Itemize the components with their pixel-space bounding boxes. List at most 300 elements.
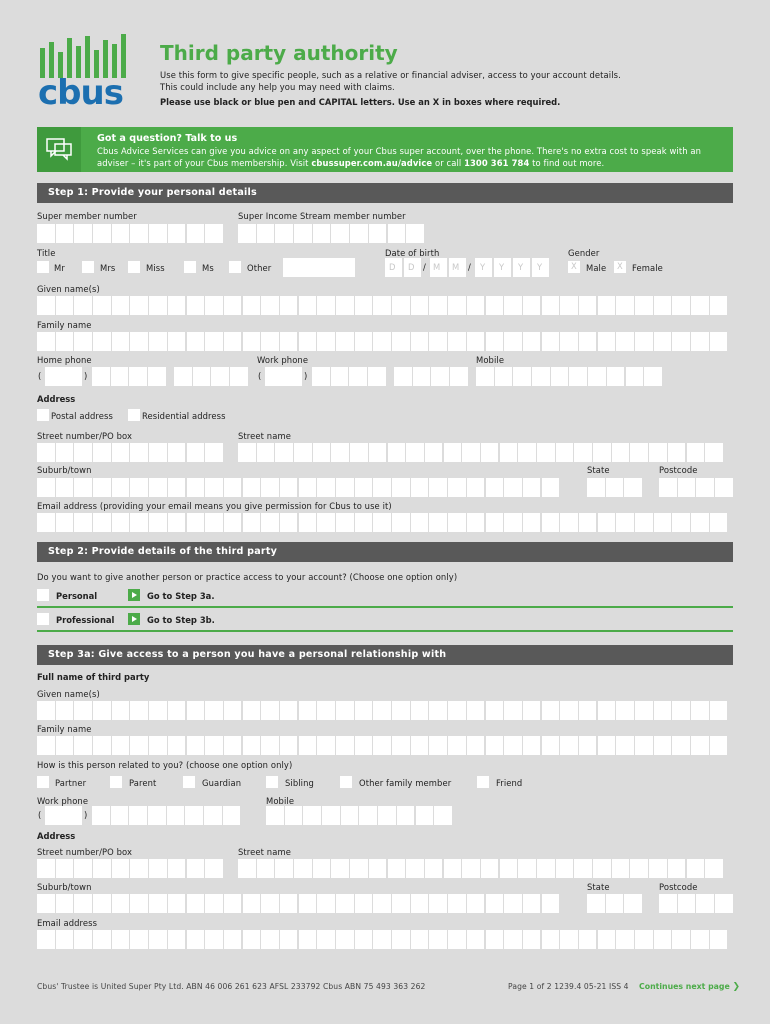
- char-box[interactable]: [411, 478, 429, 497]
- char-box[interactable]: [168, 296, 186, 315]
- char-box[interactable]: [336, 296, 354, 315]
- char-box[interactable]: [635, 332, 653, 351]
- char-box[interactable]: [224, 332, 242, 351]
- char-box[interactable]: [523, 894, 541, 913]
- char-box[interactable]: [429, 513, 447, 532]
- char-box[interactable]: [560, 930, 578, 949]
- char-box[interactable]: [168, 332, 186, 351]
- char-box[interactable]: [149, 701, 167, 720]
- char-box[interactable]: [691, 513, 709, 532]
- char-box[interactable]: [644, 367, 662, 386]
- char-box[interactable]: [299, 478, 317, 497]
- char-box[interactable]: [243, 930, 261, 949]
- char-box[interactable]: [112, 443, 130, 462]
- advice-link[interactable]: cbussuper.com.au/advice: [311, 158, 433, 168]
- title-miss-checkbox[interactable]: [128, 261, 140, 273]
- char-box[interactable]: [205, 894, 223, 913]
- char-box[interactable]: [280, 736, 298, 755]
- char-box[interactable]: [168, 736, 186, 755]
- char-box[interactable]: [130, 894, 148, 913]
- char-box[interactable]: [93, 478, 111, 497]
- char-box[interactable]: [130, 859, 148, 878]
- char-box[interactable]: [168, 859, 186, 878]
- char-box[interactable]: [411, 930, 429, 949]
- title-mrs-checkbox[interactable]: [82, 261, 94, 273]
- char-box[interactable]: [355, 736, 373, 755]
- tp-family-name-field[interactable]: [37, 736, 728, 755]
- char-box[interactable]: [280, 478, 298, 497]
- char-box[interactable]: [579, 513, 597, 532]
- char-box[interactable]: [205, 736, 223, 755]
- char-box[interactable]: [168, 701, 186, 720]
- char-box[interactable]: [74, 478, 92, 497]
- char-box[interactable]: [574, 859, 592, 878]
- char-box[interactable]: [523, 478, 541, 497]
- char-box[interactable]: [261, 894, 279, 913]
- char-box[interactable]: [678, 478, 696, 497]
- char-box[interactable]: [612, 443, 630, 462]
- char-box[interactable]: [624, 478, 642, 497]
- char-box[interactable]: [373, 701, 391, 720]
- char-box[interactable]: [672, 736, 690, 755]
- char-box[interactable]: [275, 443, 293, 462]
- char-box[interactable]: [205, 930, 223, 949]
- tp-mobile-field[interactable]: [266, 806, 453, 825]
- char-box[interactable]: [74, 894, 92, 913]
- personal-checkbox[interactable]: [37, 589, 49, 601]
- char-box[interactable]: [537, 443, 555, 462]
- char-box[interactable]: [710, 930, 728, 949]
- char-box[interactable]: [630, 443, 648, 462]
- char-box[interactable]: [504, 296, 522, 315]
- char-box[interactable]: [587, 478, 605, 497]
- char-box[interactable]: [598, 296, 616, 315]
- char-box[interactable]: [149, 478, 167, 497]
- char-box[interactable]: [130, 443, 148, 462]
- char-box[interactable]: [696, 894, 714, 913]
- char-box[interactable]: [257, 859, 275, 878]
- char-box[interactable]: [462, 443, 480, 462]
- char-box[interactable]: [74, 736, 92, 755]
- char-box[interactable]: [130, 736, 148, 755]
- char-box[interactable]: [93, 930, 111, 949]
- char-box[interactable]: [280, 894, 298, 913]
- char-box[interactable]: [486, 894, 504, 913]
- char-box[interactable]: [481, 443, 499, 462]
- char-box[interactable]: [598, 332, 616, 351]
- char-box[interactable]: [130, 701, 148, 720]
- char-box[interactable]: [373, 296, 391, 315]
- char-box[interactable]: [560, 513, 578, 532]
- char-box[interactable]: [224, 701, 242, 720]
- char-box[interactable]: [261, 513, 279, 532]
- char-box[interactable]: [518, 859, 536, 878]
- char-box[interactable]: [149, 894, 167, 913]
- char-box[interactable]: [350, 859, 368, 878]
- advice-phone[interactable]: 1300 361 784: [464, 158, 530, 168]
- char-box[interactable]: [678, 894, 696, 913]
- char-box[interactable]: [588, 367, 606, 386]
- gender-male-checkbox[interactable]: X: [568, 261, 580, 273]
- char-box[interactable]: [579, 930, 597, 949]
- char-box[interactable]: [467, 478, 485, 497]
- char-box[interactable]: [336, 513, 354, 532]
- char-box[interactable]: [331, 859, 349, 878]
- char-box[interactable]: [185, 806, 203, 825]
- relation-parent-checkbox[interactable]: [110, 776, 122, 788]
- char-box[interactable]: [168, 513, 186, 532]
- char-box[interactable]: [299, 930, 317, 949]
- char-box[interactable]: [635, 701, 653, 720]
- char-box[interactable]: [205, 224, 223, 243]
- char-box[interactable]: [397, 806, 415, 825]
- char-box[interactable]: [587, 894, 605, 913]
- char-box[interactable]: [243, 701, 261, 720]
- char-box[interactable]: [243, 513, 261, 532]
- title-other-field[interactable]: [283, 258, 355, 277]
- char-box[interactable]: [649, 859, 667, 878]
- char-box[interactable]: [74, 859, 92, 878]
- char-box[interactable]: [93, 513, 111, 532]
- char-box[interactable]: [168, 443, 186, 462]
- char-box[interactable]: [486, 296, 504, 315]
- char-box[interactable]: [303, 806, 321, 825]
- char-box[interactable]: [238, 224, 256, 243]
- char-box[interactable]: [111, 367, 129, 386]
- char-box[interactable]: [168, 894, 186, 913]
- char-box[interactable]: [406, 443, 424, 462]
- char-box[interactable]: [37, 736, 55, 755]
- char-box[interactable]: [504, 701, 522, 720]
- char-box[interactable]: [355, 513, 373, 532]
- char-box[interactable]: [518, 443, 536, 462]
- char-box[interactable]: [294, 859, 312, 878]
- char-box[interactable]: [448, 736, 466, 755]
- char-box[interactable]: [654, 930, 672, 949]
- char-box[interactable]: [317, 513, 335, 532]
- char-box[interactable]: [388, 859, 406, 878]
- home-phone-field[interactable]: [37, 367, 237, 386]
- char-box[interactable]: [56, 859, 74, 878]
- char-box[interactable]: [425, 859, 443, 878]
- char-box[interactable]: [635, 513, 653, 532]
- char-box[interactable]: [37, 332, 55, 351]
- char-box[interactable]: [429, 930, 447, 949]
- char-box[interactable]: [130, 224, 148, 243]
- char-box[interactable]: [392, 478, 410, 497]
- char-box[interactable]: [373, 332, 391, 351]
- char-box[interactable]: [205, 332, 223, 351]
- char-box[interactable]: [187, 930, 205, 949]
- char-box[interactable]: [411, 701, 429, 720]
- char-box[interactable]: [149, 736, 167, 755]
- char-box[interactable]: [261, 930, 279, 949]
- char-box[interactable]: [211, 367, 229, 386]
- char-box[interactable]: [130, 332, 148, 351]
- char-box[interactable]: [257, 443, 275, 462]
- char-box[interactable]: [205, 701, 223, 720]
- char-box[interactable]: [687, 859, 705, 878]
- char-box[interactable]: [313, 224, 331, 243]
- char-box[interactable]: [411, 332, 429, 351]
- char-box[interactable]: [56, 894, 74, 913]
- char-box[interactable]: [355, 894, 373, 913]
- char-box[interactable]: [705, 859, 723, 878]
- char-box[interactable]: [359, 806, 377, 825]
- char-box[interactable]: [74, 930, 92, 949]
- char-box[interactable]: [204, 806, 222, 825]
- char-box[interactable]: [691, 736, 709, 755]
- char-box[interactable]: [243, 296, 261, 315]
- char-box[interactable]: [56, 930, 74, 949]
- char-box[interactable]: [579, 332, 597, 351]
- char-box[interactable]: [542, 894, 560, 913]
- char-box[interactable]: [93, 443, 111, 462]
- char-box[interactable]: [431, 367, 449, 386]
- char-box[interactable]: [92, 806, 110, 825]
- char-box[interactable]: [355, 332, 373, 351]
- char-box[interactable]: [635, 296, 653, 315]
- char-box[interactable]: [691, 332, 709, 351]
- char-box[interactable]: [486, 736, 504, 755]
- title-other-checkbox[interactable]: [229, 261, 241, 273]
- char-box[interactable]: [317, 701, 335, 720]
- char-box[interactable]: [504, 332, 522, 351]
- char-box[interactable]: [317, 478, 335, 497]
- char-box[interactable]: [112, 859, 130, 878]
- char-box[interactable]: [149, 930, 167, 949]
- char-box[interactable]: [448, 296, 466, 315]
- char-box[interactable]: [111, 806, 129, 825]
- char-box[interactable]: [74, 224, 92, 243]
- char-box[interactable]: [444, 443, 462, 462]
- char-box[interactable]: [406, 224, 424, 243]
- char-box[interactable]: [93, 859, 111, 878]
- char-box[interactable]: [560, 332, 578, 351]
- char-box[interactable]: [467, 513, 485, 532]
- char-box[interactable]: [542, 478, 560, 497]
- char-box[interactable]: [331, 443, 349, 462]
- char-box[interactable]: [148, 806, 166, 825]
- char-box[interactable]: [187, 736, 205, 755]
- char-box[interactable]: [355, 701, 373, 720]
- char-box[interactable]: [168, 478, 186, 497]
- char-box[interactable]: [37, 513, 55, 532]
- char-box[interactable]: [715, 894, 733, 913]
- char-box[interactable]: [560, 701, 578, 720]
- char-box[interactable]: [462, 859, 480, 878]
- char-box[interactable]: [504, 736, 522, 755]
- char-box[interactable]: [280, 930, 298, 949]
- char-box[interactable]: [373, 736, 391, 755]
- char-box[interactable]: [37, 478, 55, 497]
- char-box[interactable]: [696, 478, 714, 497]
- char-box[interactable]: [373, 513, 391, 532]
- char-box[interactable]: [317, 332, 335, 351]
- char-box[interactable]: [187, 443, 205, 462]
- char-box[interactable]: [37, 224, 55, 243]
- char-box[interactable]: [74, 332, 92, 351]
- char-box[interactable]: [668, 859, 686, 878]
- char-box[interactable]: [37, 894, 55, 913]
- char-box[interactable]: [280, 513, 298, 532]
- char-box[interactable]: [280, 332, 298, 351]
- dob-box[interactable]: Y: [475, 258, 492, 277]
- tp-state-field[interactable]: [587, 894, 643, 913]
- char-box[interactable]: [579, 736, 597, 755]
- char-box[interactable]: [112, 513, 130, 532]
- char-box[interactable]: [659, 478, 677, 497]
- tp-given-names-field[interactable]: [37, 701, 728, 720]
- char-box[interactable]: [93, 296, 111, 315]
- char-box[interactable]: [238, 443, 256, 462]
- char-box[interactable]: [129, 367, 147, 386]
- char-box[interactable]: [112, 930, 130, 949]
- char-box[interactable]: [331, 224, 349, 243]
- char-box[interactable]: [448, 513, 466, 532]
- char-box[interactable]: [710, 701, 728, 720]
- char-box[interactable]: [350, 443, 368, 462]
- char-box[interactable]: [56, 224, 74, 243]
- char-box[interactable]: [299, 736, 317, 755]
- relation-other-family-checkbox[interactable]: [340, 776, 352, 788]
- char-box[interactable]: [331, 367, 349, 386]
- char-box[interactable]: [299, 332, 317, 351]
- tp-street-name-field[interactable]: [238, 859, 724, 878]
- char-box[interactable]: [429, 894, 447, 913]
- char-box[interactable]: [355, 296, 373, 315]
- char-box[interactable]: [411, 296, 429, 315]
- char-box[interactable]: [579, 296, 597, 315]
- char-box[interactable]: [532, 367, 550, 386]
- char-box[interactable]: [486, 513, 504, 532]
- char-box[interactable]: [434, 806, 452, 825]
- char-box[interactable]: [130, 296, 148, 315]
- tp-work-phone-field[interactable]: [37, 806, 257, 825]
- char-box[interactable]: [341, 806, 359, 825]
- char-box[interactable]: [93, 894, 111, 913]
- char-box[interactable]: [606, 894, 624, 913]
- char-box[interactable]: [373, 930, 391, 949]
- char-box[interactable]: [429, 478, 447, 497]
- char-box[interactable]: [224, 478, 242, 497]
- char-box[interactable]: [486, 478, 504, 497]
- char-box[interactable]: [205, 478, 223, 497]
- char-box[interactable]: [230, 367, 248, 386]
- char-box[interactable]: [336, 478, 354, 497]
- char-box[interactable]: [37, 443, 55, 462]
- char-box[interactable]: [467, 736, 485, 755]
- char-box[interactable]: [261, 736, 279, 755]
- char-box[interactable]: [710, 736, 728, 755]
- char-box[interactable]: [92, 367, 110, 386]
- char-box[interactable]: [672, 930, 690, 949]
- char-box[interactable]: [467, 332, 485, 351]
- char-box[interactable]: [56, 478, 74, 497]
- char-box[interactable]: [187, 296, 205, 315]
- char-box[interactable]: [406, 859, 424, 878]
- char-box[interactable]: [312, 367, 330, 386]
- char-box[interactable]: [616, 736, 634, 755]
- char-box[interactable]: [687, 443, 705, 462]
- char-box[interactable]: [624, 894, 642, 913]
- street-number-field[interactable]: [37, 443, 224, 462]
- street-name-field[interactable]: [238, 443, 724, 462]
- char-box[interactable]: [187, 701, 205, 720]
- char-box[interactable]: [243, 736, 261, 755]
- title-ms-checkbox[interactable]: [184, 261, 196, 273]
- char-box[interactable]: [467, 930, 485, 949]
- title-mr-checkbox[interactable]: [37, 261, 49, 273]
- char-box[interactable]: [294, 224, 312, 243]
- char-box[interactable]: [168, 930, 186, 949]
- char-box[interactable]: [373, 478, 391, 497]
- char-box[interactable]: [500, 859, 518, 878]
- char-box[interactable]: [266, 806, 284, 825]
- tp-suburb-field[interactable]: [37, 894, 560, 913]
- super-member-number-field[interactable]: [37, 224, 224, 243]
- char-box[interactable]: [243, 894, 261, 913]
- char-box[interactable]: [299, 296, 317, 315]
- char-box[interactable]: [392, 736, 410, 755]
- residential-address-checkbox[interactable]: [128, 409, 140, 421]
- char-box[interactable]: [691, 296, 709, 315]
- char-box[interactable]: [606, 478, 624, 497]
- char-box[interactable]: [425, 443, 443, 462]
- char-box[interactable]: [205, 443, 223, 462]
- char-box[interactable]: [542, 701, 560, 720]
- char-box[interactable]: [672, 296, 690, 315]
- char-box[interactable]: [500, 443, 518, 462]
- char-box[interactable]: [394, 367, 412, 386]
- char-box[interactable]: [336, 736, 354, 755]
- char-box[interactable]: [672, 701, 690, 720]
- given-names-field[interactable]: [37, 296, 728, 315]
- char-box[interactable]: [556, 859, 574, 878]
- char-box[interactable]: [369, 859, 387, 878]
- char-box[interactable]: [710, 513, 728, 532]
- work-phone-field[interactable]: [257, 367, 457, 386]
- char-box[interactable]: [313, 859, 331, 878]
- char-box[interactable]: [261, 478, 279, 497]
- char-box[interactable]: [336, 894, 354, 913]
- char-box[interactable]: [257, 224, 275, 243]
- char-box[interactable]: [37, 701, 55, 720]
- char-box[interactable]: [542, 296, 560, 315]
- char-box[interactable]: [654, 296, 672, 315]
- char-box[interactable]: [448, 894, 466, 913]
- char-box[interactable]: [598, 701, 616, 720]
- char-box[interactable]: [149, 296, 167, 315]
- char-box[interactable]: [411, 736, 429, 755]
- char-box[interactable]: [224, 894, 242, 913]
- char-box[interactable]: [672, 332, 690, 351]
- char-box[interactable]: [112, 332, 130, 351]
- relation-friend-checkbox[interactable]: [477, 776, 489, 788]
- char-box[interactable]: [187, 513, 205, 532]
- char-box[interactable]: [523, 513, 541, 532]
- char-box[interactable]: [616, 332, 634, 351]
- char-box[interactable]: [392, 332, 410, 351]
- char-box[interactable]: [148, 367, 166, 386]
- char-box[interactable]: [523, 930, 541, 949]
- char-box[interactable]: [448, 332, 466, 351]
- dob-box[interactable]: Y: [513, 258, 530, 277]
- dob-box[interactable]: Y: [532, 258, 549, 277]
- char-box[interactable]: [429, 296, 447, 315]
- char-box[interactable]: [336, 701, 354, 720]
- char-box[interactable]: [542, 332, 560, 351]
